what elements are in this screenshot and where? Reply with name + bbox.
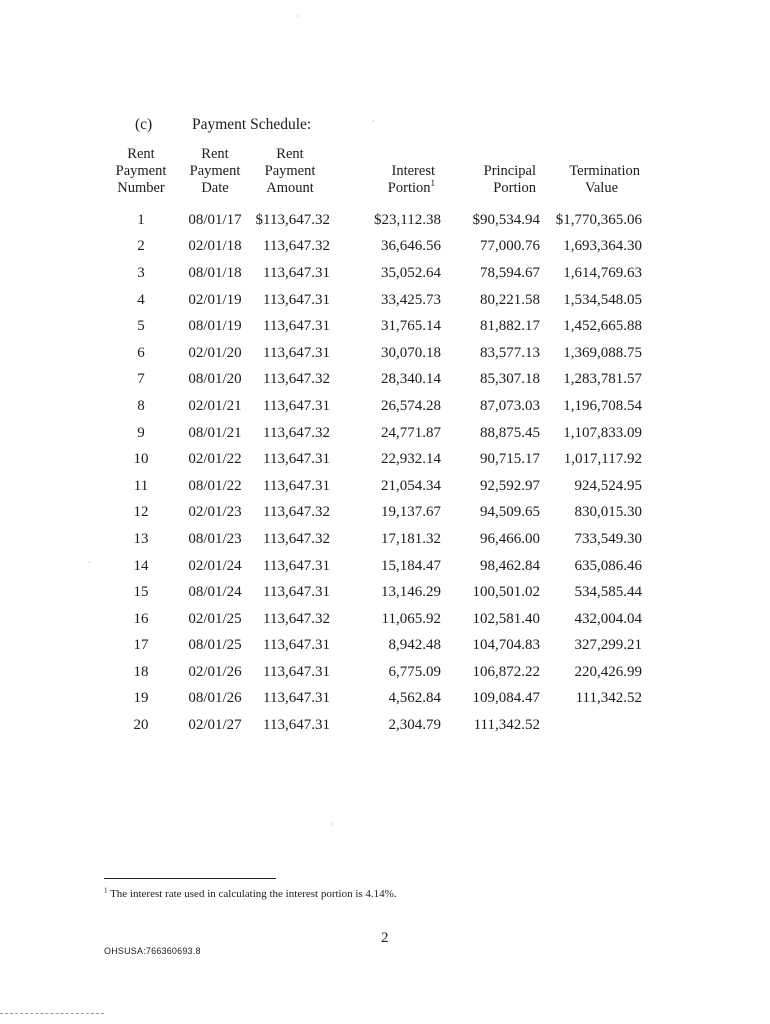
table-row — [112, 526, 642, 553]
payment-number-cell: 1 — [137, 211, 145, 228]
payment-amount-cell: 113,647.31 — [263, 557, 330, 574]
payment-number-cell: 11 — [133, 477, 149, 494]
payment-number-cell: 12 — [133, 504, 149, 521]
payment-amount-cell: 113,647.31 — [263, 397, 330, 414]
table-row — [112, 420, 642, 447]
payment-number-cell: 5 — [137, 318, 145, 335]
scan-speck: · — [330, 820, 333, 829]
payment-date-cell: 08/01/23 — [188, 530, 242, 547]
interest-portion-cell: 36,646.56 — [381, 238, 441, 255]
interest-portion-cell: 2,304.79 — [388, 717, 441, 734]
header-rent-payment-date: Rent Payment Date — [189, 146, 241, 196]
payment-number-cell: 10 — [133, 451, 149, 468]
table-row — [112, 287, 642, 314]
payment-number-cell: 8 — [137, 397, 145, 414]
payment-amount-cell: 113,647.32 — [263, 371, 330, 388]
termination-value-cell: 1,369,088.75 — [563, 344, 642, 361]
termination-value-cell: 1,196,708.54 — [563, 397, 642, 414]
payment-date-cell: 02/01/20 — [188, 344, 242, 361]
payment-number-cell: 20 — [133, 717, 149, 734]
header-interest-portion: Interest Portion$^1$ — [387, 163, 435, 196]
principal-portion-cell: $90,534.94 — [472, 211, 540, 228]
termination-value-cell: 1,017,117.92 — [563, 451, 642, 468]
payment-number-cell: 16 — [133, 610, 149, 627]
payment-number-cell: 2 — [137, 238, 145, 255]
interest-portion-cell: 26,574.28 — [381, 397, 441, 414]
payment-date-cell: 08/01/24 — [188, 584, 242, 601]
section-label: (c) — [135, 116, 153, 133]
termination-value-cell: 1,534,548.05 — [563, 291, 642, 308]
payment-schedule-table — [112, 146, 642, 739]
payment-date-cell: 08/01/26 — [188, 690, 242, 707]
table-header-row — [112, 146, 642, 207]
payment-date-cell: 02/01/22 — [188, 451, 242, 468]
payment-amount-cell: 113,647.31 — [263, 584, 330, 601]
interest-portion-cell: 8,942.48 — [388, 637, 441, 654]
payment-date-cell: 08/01/17 — [188, 211, 242, 228]
termination-value-cell: $1,770,365.06 — [555, 211, 642, 228]
principal-portion-cell: 109,084.47 — [472, 690, 540, 707]
principal-portion-cell: 100,501.02 — [472, 584, 540, 601]
payment-number-cell: 19 — [133, 690, 149, 707]
payment-date-cell: 08/01/25 — [188, 637, 242, 654]
footnote-divider — [104, 878, 276, 879]
principal-portion-cell: 92,592.97 — [480, 477, 540, 494]
termination-value-cell: 327,299.21 — [574, 637, 642, 654]
footnote-text: The interest rate used in calculating the interest portion is 4.14%. — [110, 888, 397, 900]
payment-amount-cell: 113,647.31 — [263, 637, 330, 654]
principal-portion-cell: 80,221.58 — [480, 291, 540, 308]
payment-date-cell: 02/01/19 — [188, 291, 242, 308]
payment-number-cell: 3 — [137, 264, 145, 281]
principal-portion-cell: 111,342.52 — [473, 717, 540, 734]
table-row — [112, 606, 642, 633]
payment-amount-cell: 113,647.32 — [263, 238, 330, 255]
table-row — [112, 367, 642, 394]
termination-value-cell: 635,086.46 — [574, 557, 642, 574]
footnote-marker: 1 — [104, 886, 108, 895]
header-rent-payment-number: Rent Payment Number — [115, 146, 167, 196]
termination-value-cell: 1,107,833.09 — [563, 424, 642, 441]
table-row — [112, 207, 642, 234]
payment-amount-cell: 113,647.31 — [263, 663, 330, 680]
payment-date-cell: 02/01/24 — [188, 557, 242, 574]
payment-amount-cell: 113,647.32 — [263, 610, 330, 627]
payment-number-cell: 7 — [137, 371, 145, 388]
principal-portion-cell: 94,509.65 — [480, 504, 540, 521]
payment-number-cell: 13 — [133, 530, 149, 547]
termination-value-cell — [540, 712, 642, 739]
principal-portion-cell: 90,715.17 — [480, 451, 540, 468]
table-row — [112, 313, 642, 340]
scan-speck: · — [296, 12, 299, 21]
interest-portion-cell: 6,775.09 — [388, 663, 441, 680]
principal-portion-cell: 104,704.83 — [472, 637, 540, 654]
table-row — [112, 393, 642, 420]
footnote — [104, 888, 397, 900]
scan-speck: · — [88, 558, 91, 567]
principal-portion-cell: 78,594.67 — [480, 264, 540, 281]
interest-portion-cell: 13,146.29 — [381, 584, 441, 601]
header-termination-value: Termination Value — [569, 163, 640, 196]
termination-value-cell: 220,426.99 — [574, 663, 642, 680]
principal-portion-cell: 102,581.40 — [472, 610, 540, 627]
interest-portion-cell: 15,184.47 — [381, 557, 441, 574]
interest-portion-cell: 33,425.73 — [381, 291, 441, 308]
principal-portion-cell: 96,466.00 — [480, 530, 540, 547]
payment-amount-cell: 113,647.31 — [263, 344, 330, 361]
scan-speck: · — [372, 117, 375, 126]
header-rent-payment-amount: Rent Payment Amount — [264, 146, 316, 196]
principal-portion-cell: 85,307.18 — [480, 371, 540, 388]
payment-date-cell: 02/01/18 — [188, 238, 242, 255]
payment-number-cell: 14 — [133, 557, 149, 574]
payment-amount-cell: 113,647.31 — [263, 291, 330, 308]
termination-value-cell: 733,549.30 — [574, 530, 642, 547]
payment-number-cell: 17 — [133, 637, 149, 654]
principal-portion-cell: 98,462.84 — [480, 557, 540, 574]
payment-date-cell: 08/01/19 — [188, 318, 242, 335]
termination-value-cell: 830,015.30 — [574, 504, 642, 521]
table-row — [112, 659, 642, 686]
principal-portion-cell: 81,882.17 — [480, 318, 540, 335]
termination-value-cell: 1,452,665.88 — [563, 318, 642, 335]
payment-amount-cell: 113,647.32 — [263, 504, 330, 521]
principal-portion-cell: 83,577.13 — [480, 344, 540, 361]
termination-value-cell: 1,614,769.63 — [563, 264, 642, 281]
termination-value-cell: 111,342.52 — [575, 690, 642, 707]
interest-portion-cell: 4,562.84 — [388, 690, 441, 707]
table-row — [112, 712, 642, 739]
principal-portion-cell: 87,073.03 — [480, 397, 540, 414]
payment-date-cell: 08/01/20 — [188, 371, 242, 388]
payment-number-cell: 9 — [137, 424, 145, 441]
payment-date-cell: 02/01/27 — [188, 717, 242, 734]
payment-date-cell: 08/01/21 — [188, 424, 242, 441]
table-row — [112, 340, 642, 367]
termination-value-cell: 432,004.04 — [574, 610, 642, 627]
scan-edge-line — [0, 1013, 104, 1014]
interest-portion-cell: 28,340.14 — [381, 371, 441, 388]
payment-date-cell: 08/01/18 — [188, 264, 242, 281]
payment-amount-cell: $113,647.32 — [255, 211, 330, 228]
payment-amount-cell: 113,647.31 — [263, 717, 330, 734]
interest-portion-cell: 17,181.32 — [381, 530, 441, 547]
termination-value-cell: 1,693,364.30 — [563, 238, 642, 255]
table-row — [112, 579, 642, 606]
payment-date-cell: 02/01/21 — [188, 397, 242, 414]
termination-value-cell: 534,585.44 — [574, 584, 642, 601]
payment-date-cell: 08/01/22 — [188, 477, 242, 494]
interest-portion-cell: 31,765.14 — [381, 318, 441, 335]
table-row — [112, 633, 642, 660]
header-principal-portion: Principal Portion — [483, 163, 536, 196]
interest-portion-cell: 21,054.34 — [381, 477, 441, 494]
interest-portion-cell: $23,112.38 — [374, 211, 441, 228]
payment-amount-cell: 113,647.31 — [263, 451, 330, 468]
payment-number-cell: 18 — [133, 663, 149, 680]
page-number: 2 — [381, 930, 389, 946]
interest-portion-cell: 30,070.18 — [381, 344, 441, 361]
payment-date-cell: 02/01/25 — [188, 610, 242, 627]
payment-amount-cell: 113,647.31 — [263, 690, 330, 707]
table-row — [112, 553, 642, 580]
interest-portion-cell: 11,065.92 — [381, 610, 441, 627]
payment-number-cell: 6 — [137, 344, 145, 361]
termination-value-cell: 1,283,781.57 — [563, 371, 642, 388]
payment-date-cell: 02/01/26 — [188, 663, 242, 680]
footnote-ref: 1 — [430, 178, 435, 189]
payment-number-cell: 4 — [137, 291, 145, 308]
interest-portion-cell: 35,052.64 — [381, 264, 441, 281]
payment-amount-cell: 113,647.32 — [263, 530, 330, 547]
table-row — [112, 260, 642, 287]
termination-value-cell: 924,524.95 — [574, 477, 642, 494]
table-row — [112, 446, 642, 473]
schedule-body — [112, 207, 642, 739]
interest-portion-cell: 24,771.87 — [381, 424, 441, 441]
payment-amount-cell: 113,647.31 — [263, 264, 330, 281]
interest-portion-cell: 19,137.67 — [381, 504, 441, 521]
principal-portion-cell: 106,872.22 — [472, 663, 540, 680]
payment-amount-cell: 113,647.31 — [263, 477, 330, 494]
payment-number-cell: 15 — [133, 584, 149, 601]
section-title: Payment Schedule: — [192, 116, 312, 133]
principal-portion-cell: 88,875.45 — [480, 424, 540, 441]
table-row — [112, 500, 642, 527]
payment-date-cell: 02/01/23 — [188, 504, 242, 521]
document-id: OHSUSA:766360693.8 — [104, 946, 201, 956]
table-row — [112, 686, 642, 713]
payment-amount-cell: 113,647.32 — [263, 424, 330, 441]
payment-amount-cell: 113,647.31 — [263, 318, 330, 335]
principal-portion-cell: 77,000.76 — [480, 238, 540, 255]
table-row — [112, 234, 642, 261]
interest-portion-cell: 22,932.14 — [381, 451, 441, 468]
table-row — [112, 473, 642, 500]
